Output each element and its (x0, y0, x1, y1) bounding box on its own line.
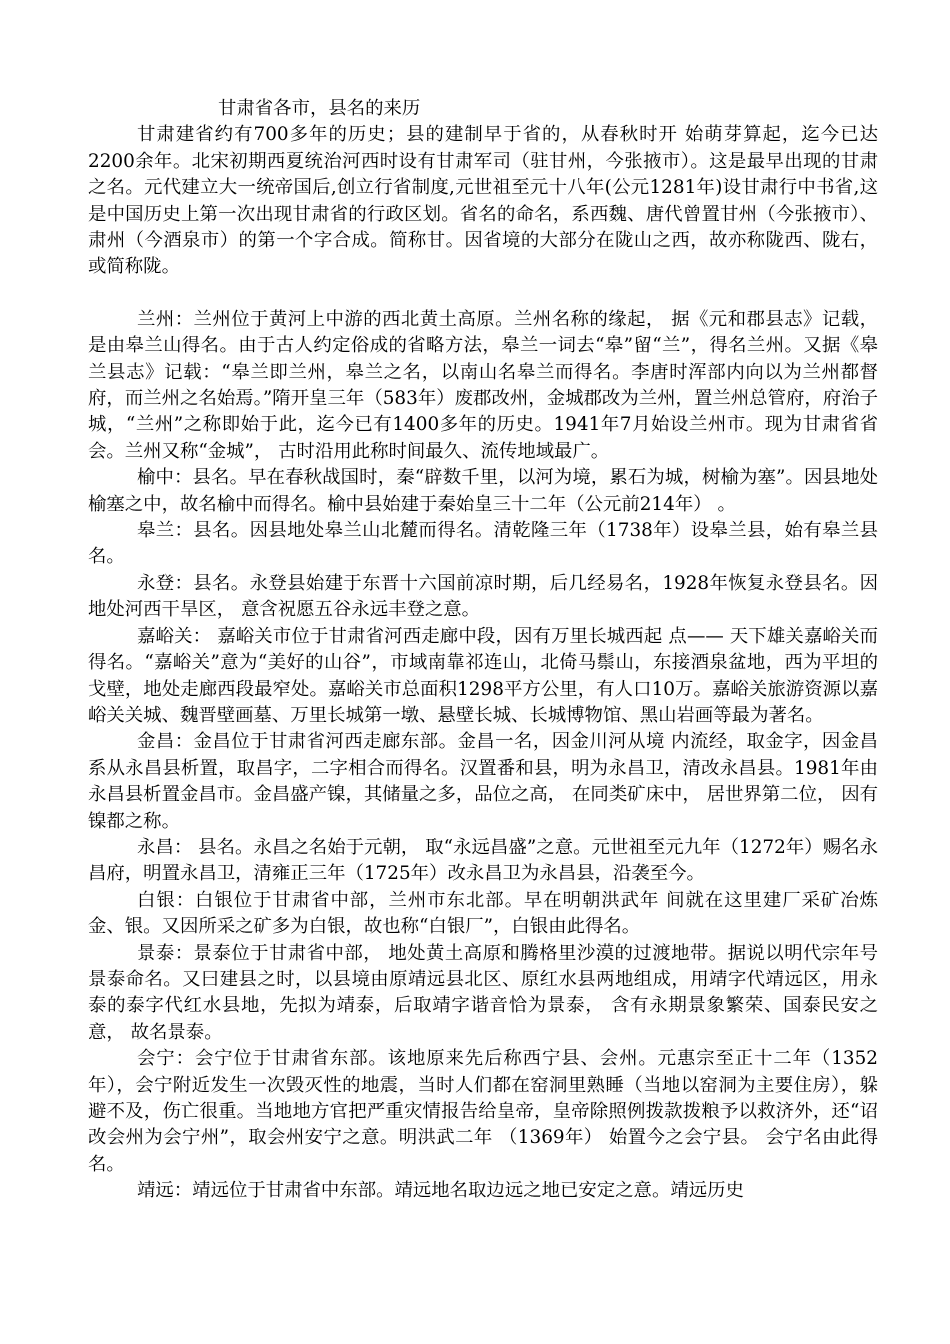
intro-paragraph: 甘肃建省约有700多年的历史；县的建制早于省的，从春秋时开 始萌芽算起，迄今已达2200余年。北宋初期西夏统治河西时设有甘肃军司（驻甘州，今张掖市）。这是最早出现的甘肃之名。元代建立大一统帝国后,创立行省制度,元世祖至元十八年(公元1281年)设甘肃行中书省,这是中国历史上第一次出现甘肃省的行政区划。省名的命名，系西魏、唐代曾置甘州（今张掖市）、肃州（今酒泉市）的第一个字合成。简称甘。因省境的大部分在陇山之西，故亦称陇西、陇右，或简称陇。 (88, 124, 878, 278)
entry-yuzhong: 榆中：县名。早在春秋战国时，秦“辟数千里，以河为境，累石为城，树榆为塞”。因县地处榆塞之中，故名榆中而得名。榆中县始建于秦始皇三十二年（公元前214年） 。 (88, 467, 878, 515)
entry-yongdeng: 永登：县名。永登县始建于东晋十六国前凉时期，后几经易名，1928年恢复永登县名。因地处河西干旱区， 意含祝愿五谷永远丰登之意。 (88, 572, 878, 621)
entry-jinchang: 金昌：金昌位于甘肃省河西走廊东部。金昌一名，因金川河从境 内流经，取金字，因金昌系从永昌县析置，取昌字，二字相合而得名。汉置番和县，明为永昌卫，清改永昌县。1981年由永昌县析置金昌市。金昌盛产镍，其储量之多，品位之高， 在同类矿床中， 居世界第二位， 因有镍都之称。 (88, 731, 878, 832)
paragraph-gap (88, 281, 878, 307)
document-title: 甘肃省各市，县名的来历 (218, 98, 421, 119)
entry-gaolan: 皋兰：县名。因县地处皋兰山北麓而得名。清乾隆三年（1738年）设皋兰县，始有皋兰县名。 (88, 520, 878, 568)
entry-lanzhou: 兰州：兰州位于黄河上中游的西北黄土高原。兰州名称的缘起， 据《元和郡县志》记载，是由皋兰山得名。由于古人约定俗成的省略方法，皋兰一词去“皋”留“兰”，得名兰州。又据《皋兰县志》记载：“皋兰即兰州，皋兰之名，以南山名皋兰而得名。李唐时浑部内向以为兰州都督府，而兰州之名始焉。”隋开皇三年（583年）废郡改州，金城郡改为兰州，置兰州总管府，府治子城，“兰州”之称即始于此，迄今已有1400多年的历史。1941年7月始设兰州市。现为甘肃省省会。兰州又称“金城”， 古时沿用此称时间最久、流传地域最广。 (88, 308, 878, 462)
entry-jingtai: 景泰：景泰位于甘肃省中部， 地处黄土高原和腾格里沙漠的过渡地带。据说以明代宗年号景泰命名。又曰建县之时，以县境由原靖远县北区、原红水县两地组成，用靖字代靖远区，用永泰的泰字代红水县地，先拟为靖泰，后取靖字谐音恰为景泰， 含有永期景象繁荣、国泰民安之意， 故名景泰。 (88, 942, 878, 1043)
entry-jiayuguan: 嘉峪关： 嘉峪关市位于甘肃省河西走廊中段，因有万里长城西起 点—— 天下雄关嘉峪关而得名。“嘉峪关”意为“美好的山谷”，市域南靠祁连山，北倚马鬃山，东接酒泉盆地，西为平坦的戈壁，地处走廊西段最窄处。嘉峪关市总面积1298平方公里，有人口10万。嘉峪关旅游资源以嘉峪关关城、魏晋壁画墓、万里长城第一墩、悬壁长城、长城博物馆、黑山岩画等最为著名。 (88, 625, 878, 726)
entry-huining: 会宁：会宁位于甘肃省东部。该地原来先后称西宁县、会州。元惠宗至正十二年（1352年），会宁附近发生一次毁灭性的地震，当时人们都在窑洞里熟睡（当地以窑洞为主要住房），躲避不及，伤亡很重。当地地方官把严重灾情报告给皇帝，皇帝除照例拨款拨粮予以救济外，还“诏改会州为会宁州”，取会州安宁之意。明洪武二年 （1369年） 始置今之会宁县。 会宁名由此得名。 (88, 1048, 878, 1175)
entry-baiyin: 白银：白银位于甘肃省中部，兰州市东北部。早在明朝洪武年 间就在这里建厂采矿冶炼金、银。又因所采之矿多为白银，故也称“白银厂”，白银由此得名。 (88, 889, 878, 938)
entry-jingyuan: 靖远：靖远位于甘肃省中东部。靖远地名取边远之地已安定之意。靖远历史 (137, 1180, 744, 1202)
document-page (88, 96, 878, 1205)
entry-yongchang: 永昌： 县名。永昌之名始于元朝， 取“永远昌盛”之意。元世祖至元九年（1272年）赐名永昌府，明置永昌卫，清雍正三年（1725年）改永昌卫为永昌县，沿袭至今。 (88, 836, 878, 885)
